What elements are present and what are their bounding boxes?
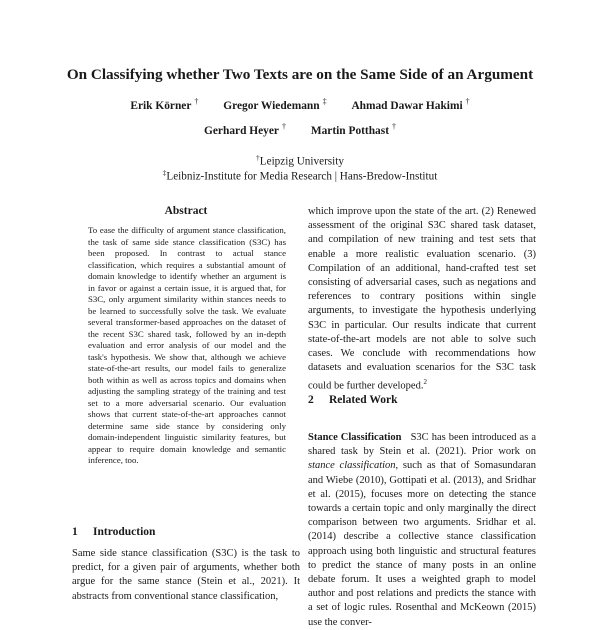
- paragraph-heading: Stance Classification: [308, 432, 402, 443]
- affiliation-mark: †: [281, 122, 286, 131]
- author-row-2: [0, 122, 600, 137]
- section-title: Related Work: [329, 394, 398, 406]
- affiliation-line: [0, 168, 600, 183]
- section-title: Introduction: [93, 526, 156, 538]
- author-name: Gerhard Heyer: [204, 124, 279, 137]
- affiliation-mark: †: [465, 97, 470, 106]
- author: [204, 122, 286, 137]
- contributions-text: [308, 205, 536, 394]
- related-work-text: [308, 431, 536, 630]
- affiliation-mark: †: [391, 122, 396, 131]
- footnote-mark: 2: [423, 378, 427, 387]
- abstract-heading: Abstract: [164, 205, 208, 217]
- introduction-text: Same side stance classification (S3C) is the task to predict, for a given pair of arguments, whether both argue for the same stance (Stein et al., 2021). It abstracts from conventional stance classification,: [72, 548, 300, 602]
- author: [223, 97, 327, 112]
- author: [310, 122, 396, 137]
- contributions-body: which improve upon the state of the art. (2) Renewed assessment of the original S3C shared task dataset, and compilation of new training and test sets that enable a more realistic evaluation scenario. (3) Compilation of an additional, hand-crafted test set consisting of adversarial cases, such as negations and references to contrary positions within single arguments, to investigate the hypothesis underlying S3C in particular. Our results indicate that current state-of-the-art models are not able to solve such cases. We conclude with recommendations how datasets and evaluation scenarios for the S3C task could be further developed.: [308, 206, 536, 392]
- affiliation-mark: †: [256, 153, 260, 162]
- author: [130, 97, 199, 112]
- author: [351, 97, 470, 112]
- paper-title: On Classifying whether Two Texts are on the Same Side of an Argument: [66, 66, 534, 83]
- section-heading-related-work: [308, 394, 397, 406]
- affiliation-mark: ‡: [322, 97, 327, 106]
- author-name: Ahmad Dawar Hakimi: [351, 99, 463, 112]
- author-row-1: [0, 97, 600, 112]
- affiliation-text: Leibniz-Institute for Media Research | Hans-Bredow-Institut: [166, 170, 438, 183]
- affiliation-mark: ‡: [162, 168, 167, 177]
- related-text-part: S3C has been introduced as a shared task by Stein et al. (2021). Prior work on: [308, 432, 536, 458]
- abstract-body: To ease the difficulty of argument stance classification, the task of same side stance classification (S3C) has been proposed. In contrast to actual stance classification, which requires a substantial amount of domain knowledge to identify whether an argument is in favor or against a certain issue, it is argued that, for S3C, only argument similarity within stances needs to be learned to successfully solve the task. We evaluate several transformer-based approaches on the dataset of the recent S3C shared task, followed by an in-depth evaluation and error analysis of our model and the task's hypothesis. We show that, although we achieve state-of-the-art results, our model fails to generalize both within as well as across topics and domains when adjusting the sampling strategy of the training and test set to a more adversarial scenario. Our evaluation shows that current state-of-the-art approaches cannot determine same side stance by considering only domain-independent linguistic similarity features, but appear to require domain knowledge and semantic inference, too.: [88, 225, 286, 465]
- author-name: Martin Potthast: [310, 124, 389, 137]
- author-name: Erik Körner: [130, 99, 192, 112]
- affiliation-mark: †: [194, 97, 199, 106]
- related-text-part: , such as that of Somasundaran and Wiebe (2010), Gottipati et al. (2013), and Sridhar et al. (2015), focuses more on detecting the stance towards a certain topic and only marginally the direct comparison between two arguments. Sridhar et al. (2014) describe a collective stance classification approach using both linguistic and structural features to predict the stance of many posts in an online debate forum. It uses a weighted graph to model author and post relations and predicts the stance with a set of logic rules. Rosenthal and McKeown (2015) use the conver-: [308, 460, 536, 628]
- section-number: 2: [308, 394, 314, 406]
- section-number: 1: [72, 526, 78, 538]
- affiliation-line: [0, 153, 600, 168]
- author-name: Gregor Wiedemann: [223, 99, 320, 112]
- emphasis-text: stance classification: [308, 460, 396, 472]
- affiliation-text: Leipzig University: [259, 155, 344, 168]
- section-heading-introduction: [72, 526, 155, 538]
